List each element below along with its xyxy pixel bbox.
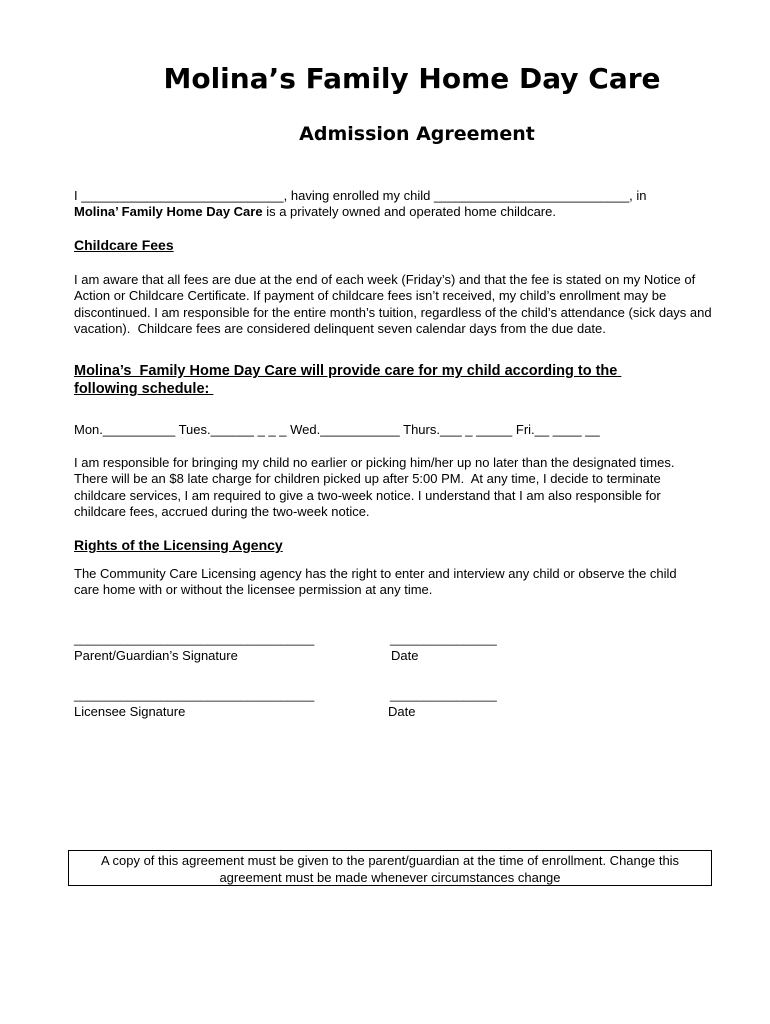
licensing-paragraph: The Community Care Licensing agency has the right to enter and interview any child or observe the child care home with or without the licensee permission at any time. (74, 566, 681, 598)
fees-paragraph: I am aware that all fees are due at the end of each week (Friday’s) and that the fee is stated on my Notice of Action or Childcare Certificate. If payment of childcare fees isn’t received, my child’s enrollment may be discontinued. I am responsible for the entire month’s tuition, regardless of the child’s attendance (sick days and vacation). Childcare fees are considered delinquent seven calendar days from the due date. (74, 272, 716, 337)
intro-line-2-rest: is a privately owned and operated home childcare. (262, 204, 556, 220)
parent-date-label: Date (391, 648, 419, 663)
licensee-signature-label: Licensee Signature (74, 704, 186, 719)
licensing-heading: Rights of the Licensing Agency (74, 537, 283, 553)
intro-paragraph (74, 188, 734, 221)
document-title: Molina’s Family Home Day Care (163, 62, 661, 95)
schedule-days-line: Mon.__________ Tues.______ _ _ _ Wed.___________ Thurs.___ _ _____ Fri.__ ____ __ (74, 422, 600, 437)
parent-signature-label: Parent/Guardian’s Signature (74, 648, 238, 663)
licensee-date-label: Date (388, 704, 416, 719)
footer-notice-box (68, 850, 712, 886)
schedule-heading: Molina’s Family Home Day Care will provide care for my child according to the following schedule: (74, 363, 622, 397)
intro-business-name: Molina’ Family Home Day Care (74, 204, 263, 220)
fees-heading: Childcare Fees (74, 237, 174, 253)
parent-signature-line: ____________________________________ (74, 632, 315, 646)
footer-notice-text: A copy of this agreement must be given to the parent/guardian at the time of enrollment. Change this agreement must be made whenever circumstances change (100, 853, 680, 885)
licensee-signature-line: ____________________________________ (74, 688, 315, 702)
responsibility-paragraph: I am responsible for bringing my child no earlier or picking him/her up no later than the designated times. There will be an $8 late charge for children picked up after 5:00 PM. At any time, I decide to terminate childcare services, I am required to give a two-week notice. I understand that I am also responsible for childcare fees, accrued during the two-week notice. (74, 455, 678, 520)
document-subtitle: Admission Agreement (299, 123, 535, 145)
parent-date-line: ________________ (390, 632, 497, 646)
licensee-date-line: ________________ (390, 688, 497, 702)
intro-line-1: I ____________________________, having enrolled my child ___________________________, in (74, 188, 647, 203)
